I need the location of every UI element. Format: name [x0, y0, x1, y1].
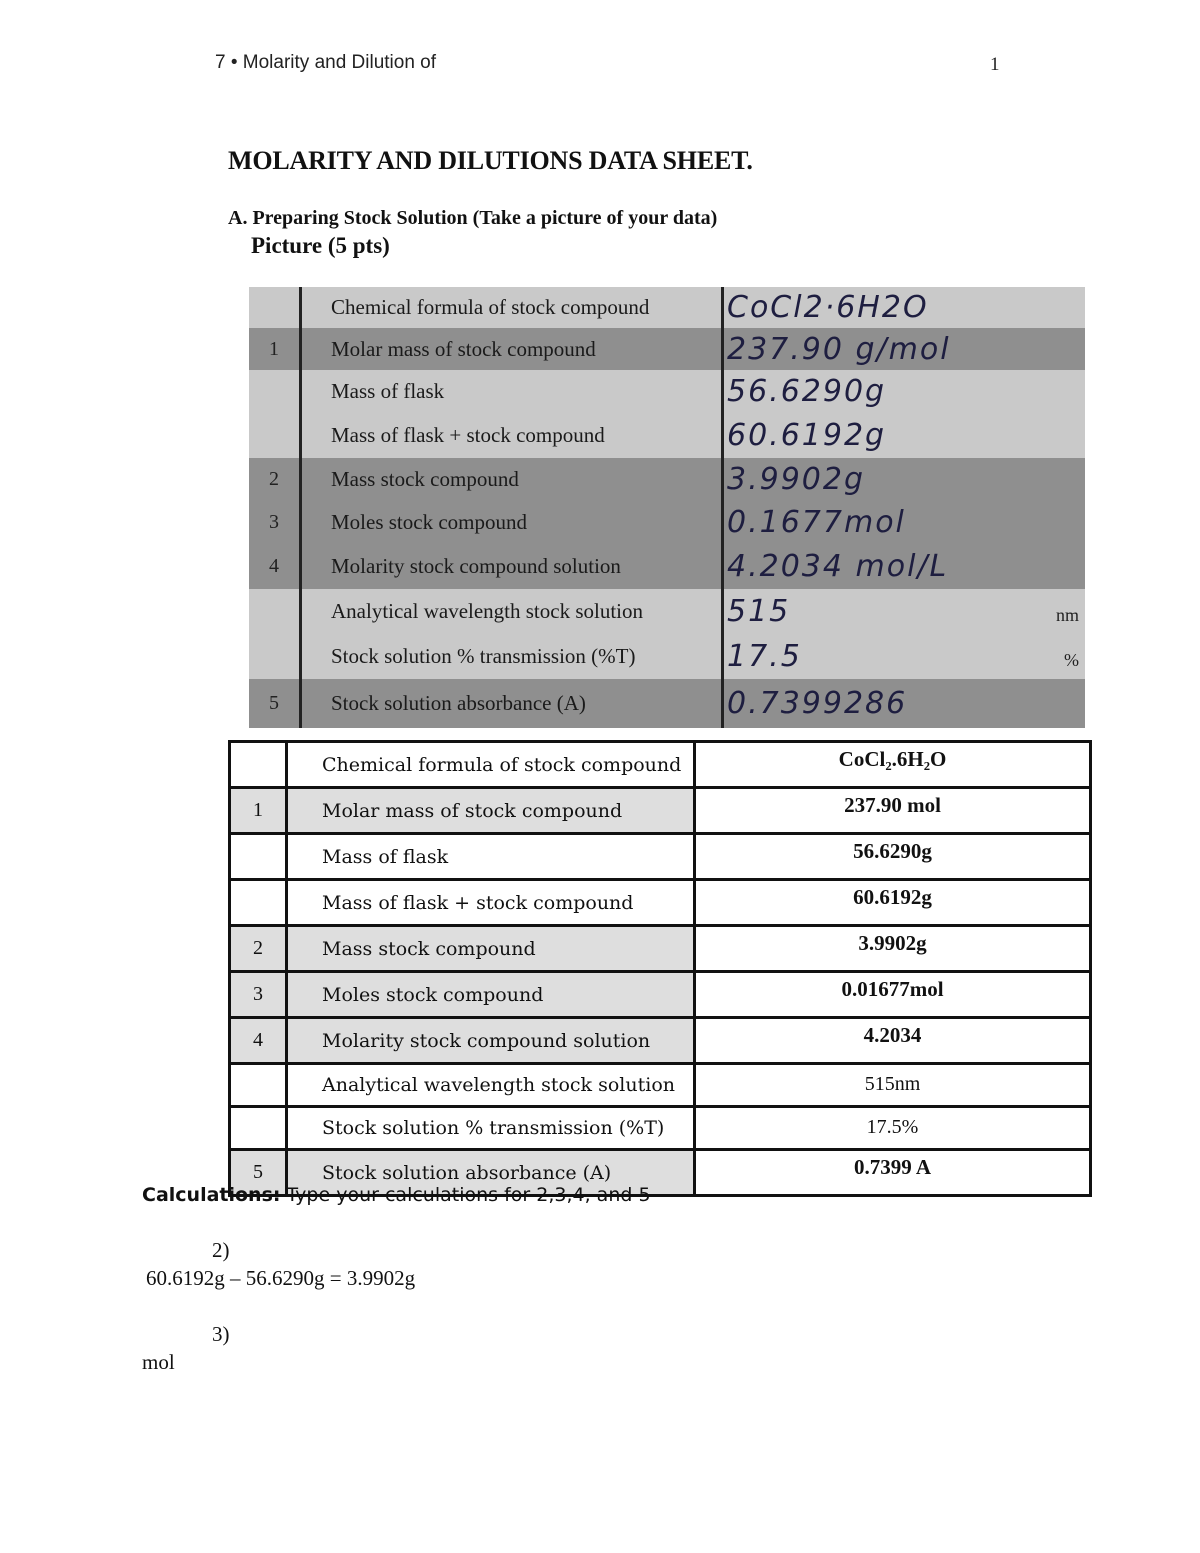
calculations-instruction: Type your calculations for 2,3,4, and 5: [286, 1184, 651, 1206]
data-photo: [249, 287, 1085, 728]
row-label: Stock solution absorbance (A): [287, 1150, 695, 1196]
row-label: Stock solution % transmission (%T): [287, 1107, 695, 1150]
row-value: 4.2034: [695, 1018, 1091, 1064]
photo-row-label: Chemical formula of stock compound: [301, 287, 724, 328]
section-a-heading: A. Preparing Stock Solution (Take a picture of your data): [228, 207, 718, 229]
table-row: [230, 788, 1091, 834]
row-number: 3: [230, 972, 287, 1018]
photo-row-handwritten: CoCl2·6H2O: [727, 290, 929, 325]
photo-row: [249, 589, 1085, 637]
row-label: Mass stock compound: [287, 926, 695, 972]
photo-row-handwritten: 4.2034 mol/L: [727, 549, 949, 584]
picture-label: Picture (5 pts): [251, 233, 390, 258]
photo-row-label: Moles stock compound: [301, 501, 724, 544]
photo-row-handwritten: 0.7399286: [727, 686, 908, 721]
photo-row-handwritten: 17.5: [727, 639, 802, 674]
typed-data-table: [228, 740, 1092, 1197]
page-title: MOLARITY AND DILUTIONS DATA SHEET.: [228, 146, 753, 175]
row-number: [230, 742, 287, 788]
row-number: 1: [230, 788, 287, 834]
photo-row-label: Stock solution absorbance (A): [301, 679, 724, 728]
row-number: [230, 1064, 287, 1107]
photo-row-handwritten: 3.9902g: [727, 462, 866, 497]
photo-row-number: 1: [249, 328, 302, 370]
table-row: [230, 1064, 1091, 1107]
row-label: Mass of flask + stock compound: [287, 880, 695, 926]
step-2-equation: 60.6192g – 56.6290g = 3.9902g: [146, 1266, 416, 1290]
row-value: 0.7399 A: [695, 1150, 1091, 1196]
photo-row-label: Molar mass of stock compound: [301, 328, 724, 370]
photo-row-number: [249, 413, 302, 458]
photo-row-number: 4: [249, 544, 302, 589]
photo-row-unit: %: [1064, 650, 1079, 670]
photo-row-handwritten: 60.6192g: [727, 418, 887, 453]
row-number: [230, 1107, 287, 1150]
photo-row-number: 2: [249, 458, 302, 501]
photo-row-label: Mass stock compound: [301, 458, 724, 501]
photo-row-number: [249, 589, 302, 634]
row-value: 237.90 mol: [695, 788, 1091, 834]
row-value: 56.6290g: [695, 834, 1091, 880]
table-row: [230, 834, 1091, 880]
row-value: 515nm: [695, 1064, 1091, 1107]
photo-row: [249, 501, 1085, 547]
table-row: [230, 742, 1091, 788]
photo-row-handwritten: 515: [727, 594, 791, 629]
row-number: 5: [230, 1150, 287, 1196]
photo-row-label: Mass of flask: [301, 370, 724, 413]
photo-row: [249, 370, 1085, 416]
photo-row-number: [249, 370, 302, 413]
photo-row-label: Stock solution % transmission (%T): [301, 634, 724, 679]
row-label: Moles stock compound: [287, 972, 695, 1018]
photo-row-unit: nm: [1055, 605, 1079, 625]
photo-row: [249, 679, 1085, 728]
row-label: Molarity stock compound solution: [287, 1018, 695, 1064]
table-row: [230, 1107, 1091, 1150]
row-number: [230, 834, 287, 880]
step-3-label: 3): [212, 1322, 230, 1346]
photo-row-label: Molarity stock compound solution: [301, 544, 724, 589]
row-value: 3.9902g: [695, 926, 1091, 972]
calculations-heading: [142, 1184, 651, 1206]
row-label: Mass of flask: [287, 834, 695, 880]
photo-row-label: Mass of flask + stock compound: [301, 413, 724, 458]
row-value: 60.6192g: [695, 880, 1091, 926]
photo-row: [249, 413, 1085, 461]
table-row: [230, 926, 1091, 972]
row-number: [230, 880, 287, 926]
row-value: 0.01677mol: [695, 972, 1091, 1018]
photo-row-handwritten: 237.90 g/mol: [727, 331, 951, 367]
table-row: [230, 1018, 1091, 1064]
step-3-text: mol: [142, 1350, 175, 1374]
row-number: 4: [230, 1018, 287, 1064]
photo-row-number: 5: [249, 679, 302, 728]
photo-row: [249, 544, 1085, 592]
step-2-label: 2): [212, 1238, 230, 1262]
calculations-label: Calculations:: [142, 1184, 281, 1206]
photo-row-handwritten: 56.6290g: [727, 374, 887, 409]
photo-row-handwritten: 0.1677mol: [727, 505, 906, 540]
photo-row-label: Analytical wavelength stock solution: [301, 589, 724, 634]
row-value: CoCl₂.6H₂O: [695, 742, 1091, 788]
photo-row-number: 3: [249, 501, 302, 544]
row-number: 2: [230, 926, 287, 972]
photo-row: [249, 328, 1085, 373]
row-label: Analytical wavelength stock solution: [287, 1064, 695, 1107]
photo-row: [249, 458, 1085, 504]
page-number: 1: [990, 54, 1000, 75]
row-label: Chemical formula of stock compound: [287, 742, 695, 788]
photo-row-number: [249, 634, 302, 679]
photo-row: [249, 634, 1085, 682]
running-header: 7 • Molarity and Dilution of: [215, 52, 437, 73]
row-value: 17.5%: [695, 1107, 1091, 1150]
table-row: [230, 880, 1091, 926]
table-row: [230, 972, 1091, 1018]
row-label: Molar mass of stock compound: [287, 788, 695, 834]
photo-row-number: [249, 287, 302, 328]
photo-row: [249, 287, 1085, 331]
